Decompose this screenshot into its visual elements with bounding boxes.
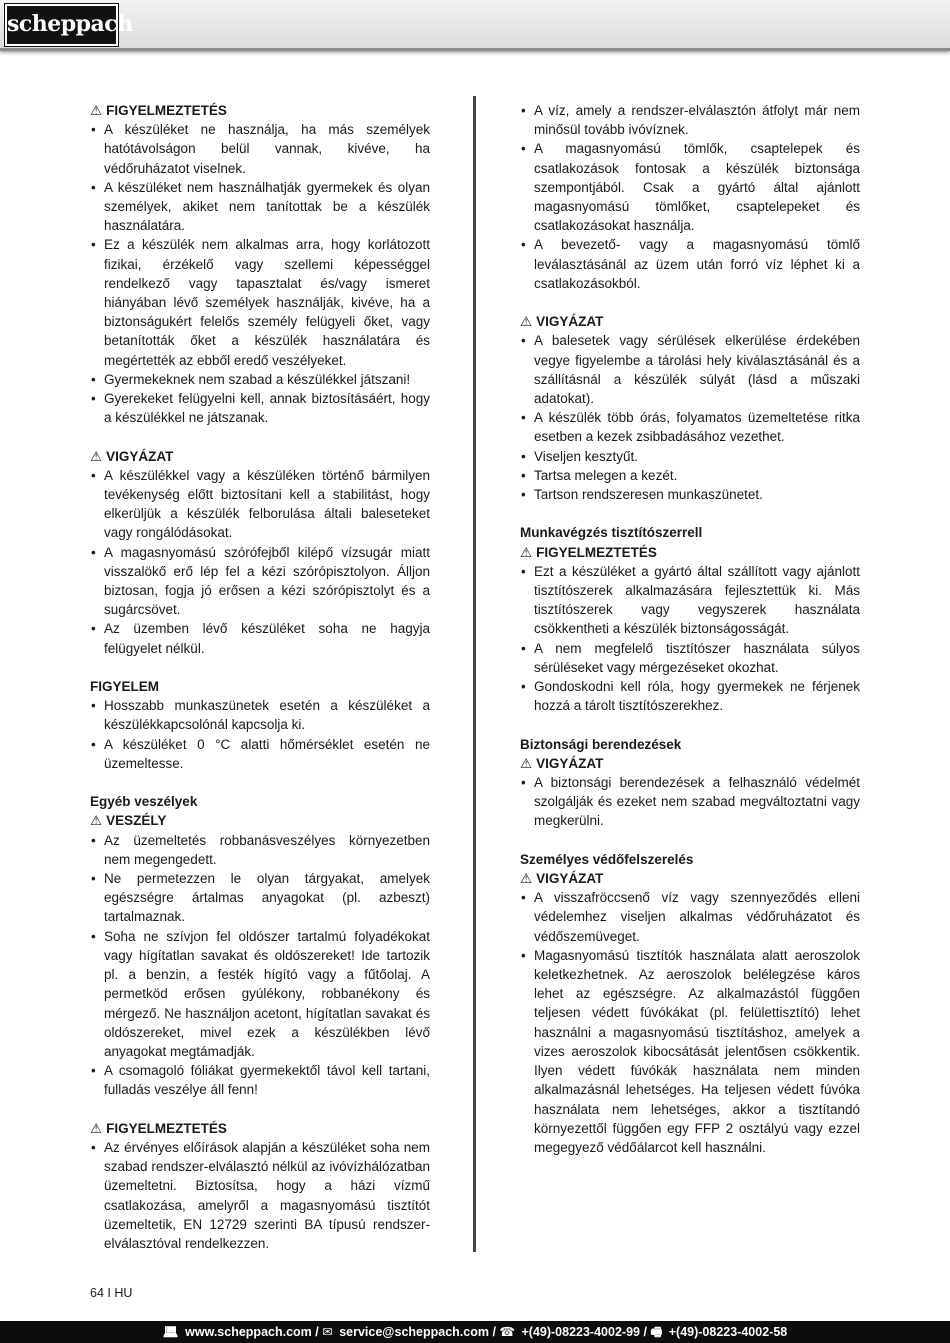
section-heading-text: VIGYÁZAT [106, 448, 174, 464]
section-heading-text: FIGYELMEZTETÉS [536, 544, 657, 560]
section [520, 101, 860, 293]
footer-email[interactable]: service@scheppach.com [339, 1325, 489, 1339]
column-divider [473, 96, 476, 1252]
warning-triangle-icon: ⚠︎ [520, 871, 533, 887]
list-item: • A készülékkel vagy a készüléken történő bármilyen tevékenység előtt biztosítani kell a stabilitást, hogy elkerüljük a készülék felborulása általi baleseteket vagy rongálódásokat. [90, 466, 430, 543]
section-heading-text: FIGYELMEZTETÉS [106, 1120, 227, 1136]
section-subheading: Munkavégzés tisztítószerrell [520, 525, 703, 541]
list-item: • A készüléket nem használhatják gyermekek és olyan személyek, akiket nem tanítottak be a készülék használatára. [90, 178, 430, 236]
section [520, 312, 860, 504]
section-heading-text: VIGYÁZAT [536, 871, 604, 887]
section-subheading: Személyes védőfelszerelés [520, 851, 694, 867]
warning-triangle-icon: ⚠︎ [520, 544, 533, 560]
section-heading [90, 447, 430, 466]
bullet-list [90, 696, 430, 773]
section [90, 677, 430, 773]
footer-separator: / [315, 1325, 319, 1339]
section [90, 447, 430, 658]
warning-triangle-icon: ⚠︎ [520, 755, 533, 771]
list-item: • A biztonsági berendezések a felhasználó védelmét szolgálják és ezeket nem szabad megváltoztatni vagy megkerülni. [520, 773, 860, 831]
footer-separator: / [492, 1325, 496, 1339]
bullet-list [90, 466, 430, 658]
list-item: • Az érvényes előírások alapján a készüléket soha nem szabad rendszer-elválasztó nélkül az ivóvízhálózatban üzemeltetni. Biztosítsa, hogy a házi vízmű csatlakozása, amelyről a magasnyomású tisztítót üzemeltetik, EN 12729 szerinti BA típusú rendszer-elválasztóval rendelkezzen. [90, 1138, 430, 1253]
list-item: • A balesetek vagy sérülések elkerülése érdekében vegye figyelembe a tárolási hely kiválasztásánál és a szállításnál a készülék súlyát (lásd a műszaki adatokat). [520, 331, 860, 408]
section-heading [90, 811, 430, 830]
warning-triangle-icon: ⚠︎ [90, 448, 103, 464]
list-item: • A nem megfelelő tisztítószer használata súlyos sérüléseket vagy mérgezéseket okozhat. [520, 639, 860, 677]
list-item: • A víz, amely a rendszer-elválasztón átfolyt már nem minősül tovább ivóvíznek. [520, 101, 860, 139]
list-item: • Ezt a készüléket a gyártó által szállított vagy ajánlott tisztítószerek alkalmazására fejlesztettük ki. Más tisztítószerek vagy vegyszerek használata csökkentheti a készülék biztonságosságát. [520, 562, 860, 639]
list-item: • Az üzemeltetés robbanásveszélyes környezetben nem megengedett. [90, 831, 430, 869]
section-heading [520, 543, 860, 562]
warning-triangle-icon: ⚠︎ [90, 1120, 103, 1136]
section-heading-text: VESZÉLY [106, 813, 167, 829]
section [90, 1119, 430, 1253]
bullet-list [520, 773, 860, 831]
page-header [0, 0, 950, 51]
section-subheading: Biztonsági berendezések [520, 736, 682, 752]
section-heading [520, 754, 860, 773]
bullet-list [90, 120, 430, 427]
list-item: • Hosszabb munkaszünetek esetén a készüléket a készülékkapcsolónál kapcsolja ki. [90, 696, 430, 734]
computer-icon: 💻︎ [162, 1325, 179, 1339]
warning-triangle-icon: ⚠︎ [90, 103, 103, 118]
list-item: • Soha ne szívjon fel oldószer tartalmú folyadékokat vagy hígítatlan savakat és oldószereket! Ide tartozik pl. a benzin, a festék hígító vagy a fűtőolaj. A permetköd erősen gyúlékony, robbanékony és mérgező. Ne használjon acetont, hígítatlan savakat és oldószereket, mivel ezek a készülékben lévő anyagokat megtámadják. [90, 927, 430, 1061]
list-item: • A magasnyomású szórófejből kilépő vízsugár miatt visszalökő erő lép fel a kézi szórópisztolyon. Álljon biztosan, fogja jó erősen a kézi szórópisztolyt és a sugárcsövet. [90, 543, 430, 620]
list-item: • Gyermekeknek nem szabad a készülékkel játszani! [90, 370, 430, 389]
section-heading-text: FIGYELEM [90, 679, 160, 695]
list-item: • Ez a készülék nem alkalmas arra, hogy korlátozott fizikai, érzékelő vagy szellemi képességgel rendelkező vagy tapasztalat és/vagy ismeret hiányában lévő személyek használják, kivéve, ha a biztonságukért felelős személy felügyeli őket, vagy betanították őket a készülék használatára és megértették az ebből eredő veszélyeket. [90, 235, 430, 369]
section [520, 523, 860, 715]
list-item: • Gondoskodni kell róla, hogy gyermekek ne férjenek hozzá a tárolt tisztítószerekhez. [520, 677, 860, 715]
section-heading-text: VIGYÁZAT [536, 755, 604, 771]
email-icon: ✉︎ [322, 1325, 333, 1339]
list-item: • Ne permetezzen le olyan tárgyakat, amelyek egészségre ártalmas anyagokat (pl. azbeszt) tartalmaznak. [90, 869, 430, 927]
list-item: • Tartson rendszeresen munkaszünetet. [520, 485, 860, 504]
warning-triangle-icon: ⚠︎ [520, 314, 533, 330]
section-heading [90, 101, 430, 120]
section-heading [520, 312, 860, 331]
list-item: • Magasnyomású tisztítók használata alatt aeroszolok keletkezhetnek. Az aeroszolok belélegzése káros lehet az egészségre. Az alkalmazástól függően teljesen védett fúvókákat (pl. felülettisztító) lehet használni a magasnyomású tisztításhoz, amelyek a vizes aeroszolok kibocsátását jelentősen csökkentik. Ilyen védett fúvókák használata nem minden alkalmazásnál lehetséges. Ha teljesen védett fúvóka használata nem lehetséges, akkor a tisztítandó környezettől függően egy FFP 2 osztályú vagy ezzel megegyező védőálarcot kell használni. [520, 946, 860, 1157]
right-column [520, 101, 860, 1176]
section [520, 735, 860, 831]
footer-separator: / [643, 1325, 647, 1339]
warning-triangle-icon: ⚠︎ [90, 813, 103, 829]
list-item: • Tartsa melegen a kezét. [520, 466, 860, 485]
list-item: • A készülék több órás, folyamatos üzemeltetése ritka esetben a kezek zsibbadásához vezethet. [520, 408, 860, 446]
phone-icon: ☎︎ [499, 1325, 515, 1339]
bullet-list [90, 1138, 430, 1253]
list-item: • A készüléket ne használja, ha más személyek hatótávolságon belül vannak, kivéve, ha védőruházatot viselnek. [90, 120, 430, 178]
footer-phone: +(49)-08223-4002-99 [521, 1325, 640, 1339]
section-heading [520, 869, 860, 888]
bullet-list [90, 831, 430, 1100]
section [90, 792, 430, 1099]
fax-icon: 🖷︎ [650, 1325, 663, 1339]
footer-website[interactable]: www.scheppach.com [185, 1325, 312, 1339]
left-column [90, 101, 430, 1272]
bullet-list [520, 101, 860, 293]
list-item: • A bevezető- vagy a magasnyomású tömlő leválasztásánál az üzem után forró víz léphet ki a csatlakozásokból. [520, 235, 860, 293]
scheppach-logo: scheppach [5, 4, 118, 46]
section-heading-text: FIGYELMEZTETÉS [106, 103, 227, 118]
list-item: • Viseljen kesztyűt. [520, 447, 860, 466]
page-number: 64 I HU [90, 1286, 133, 1300]
page-footer [0, 1321, 950, 1343]
bullet-list [520, 562, 860, 716]
section [520, 850, 860, 1157]
bullet-list [520, 331, 860, 504]
list-item: • A készüléket 0 °C alatti hőmérséklet esetén ne üzemeltesse. [90, 735, 430, 773]
section [90, 101, 430, 427]
section-heading [90, 677, 430, 696]
list-item: • A visszafröccsenő víz vagy szennyeződés elleni védelemhez viseljen alkalmas védőruházatot és védőszemüveget. [520, 888, 860, 946]
bullet-list [520, 888, 860, 1157]
list-item: • Gyerekeket felügyelni kell, annak biztosításáért, hogy a készülékkel ne játszanak. [90, 389, 430, 427]
footer-fax: +(49)-08223-4002-58 [668, 1325, 788, 1339]
list-item: • A csomagoló fóliákat gyermekektől távol kell tartani, fulladás veszélye áll fenn! [90, 1061, 430, 1099]
section-heading [90, 1119, 430, 1138]
list-item: • Az üzemben lévő készüléket soha ne hagyja felügyelet nélkül. [90, 619, 430, 657]
section-heading-text: VIGYÁZAT [536, 314, 604, 330]
section-subheading: Egyéb veszélyek [90, 794, 198, 810]
list-item: • A magasnyomású tömlők, csaptelepek és csatlakozások fontosak a készülék biztonsága szempontjából. Csak a gyártó által ajánlott magasnyomású tömlőket, csaptelepeket és csatlakozásokat használja. [520, 139, 860, 235]
